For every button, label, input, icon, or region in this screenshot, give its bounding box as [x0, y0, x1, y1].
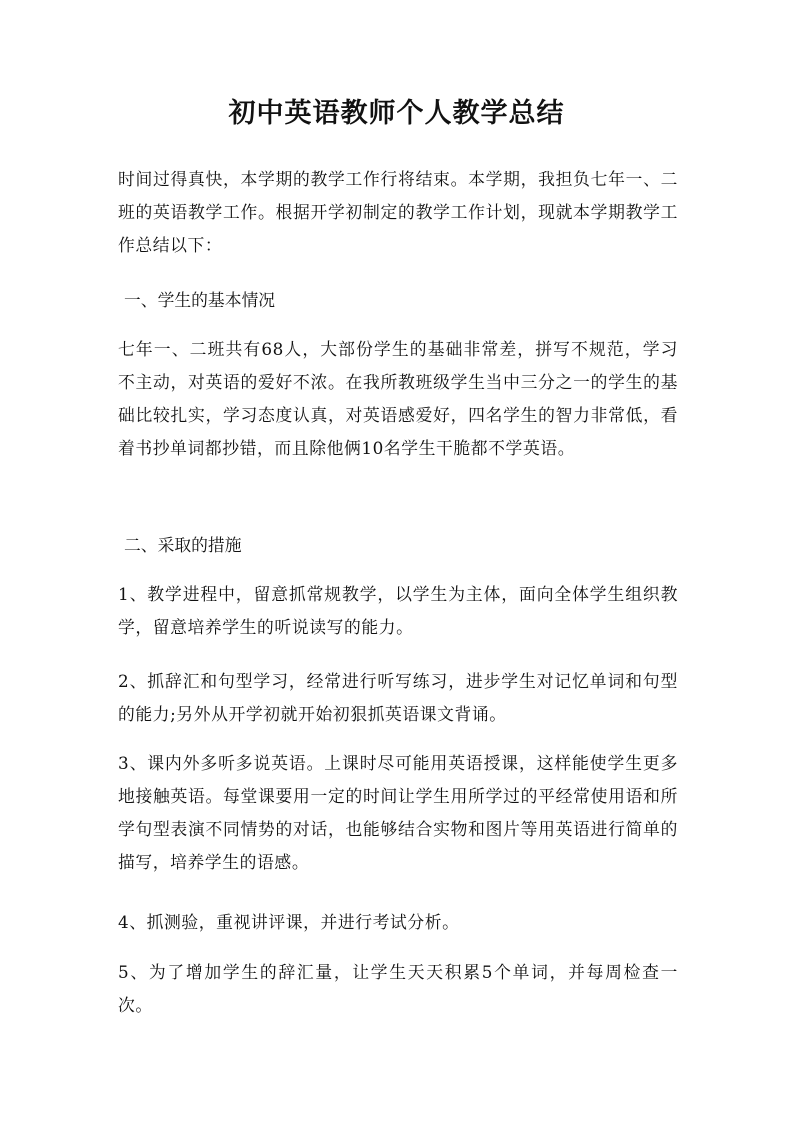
- student-situation-paragraph: 七年一、二班共有68人，大部份学生的基础非常差，拼写不规范，学习不主动，对英语的爱好不浓。在我所教班级学生当中三分之一的学生的基础比较扎实，学习态度认真，对英语感爱好，四名学生的智力非常低，看着书抄单词都抄错，而且除他俩10名学生干脆都不学英语。: [118, 339, 678, 458]
- measure-item-5: 5、为了增加学生的辞汇量，让学生天天积累5个单词，并每周检查一次。: [118, 962, 678, 1015]
- measure-item-4: 4、抓测验，重视讲评课，并进行考试分析。: [118, 912, 460, 932]
- section-heading-measures: 二、采取的措施: [124, 535, 242, 555]
- measure-item-1: 1、教学进程中，留意抓常规教学，以学生为主体，面向全体学生组织教学，留意培养学生的听说读写的能力。: [118, 584, 678, 637]
- measure-item-2: 2、抓辞汇和句型学习，经常进行听写练习，进步学生对记忆单词和句型的能力;另外从开学初就开始初狠抓英语课文背诵。: [118, 671, 678, 724]
- intro-paragraph: 时间过得真快，本学期的教学工作行将结束。本学期，我担负七年一、二班的英语教学工作。根据开学初制定的教学工作计划，现就本学期教学工作总结以下：: [118, 169, 678, 255]
- section-heading-student-situation: 一、学生的基本情况: [124, 290, 276, 310]
- document-title: 初中英语教师个人教学总结: [228, 98, 565, 129]
- measure-item-3: 3、课内外多听多说英语。上课时尽可能用英语授课，这样能使学生更多地接触英语。每堂课要用一定的时间让学生用所学过的平经常使用语和所学句型表演不同情势的对话，也能够结合实物和图片等用英语进行简单的描写，培养学生的语感。: [118, 753, 678, 872]
